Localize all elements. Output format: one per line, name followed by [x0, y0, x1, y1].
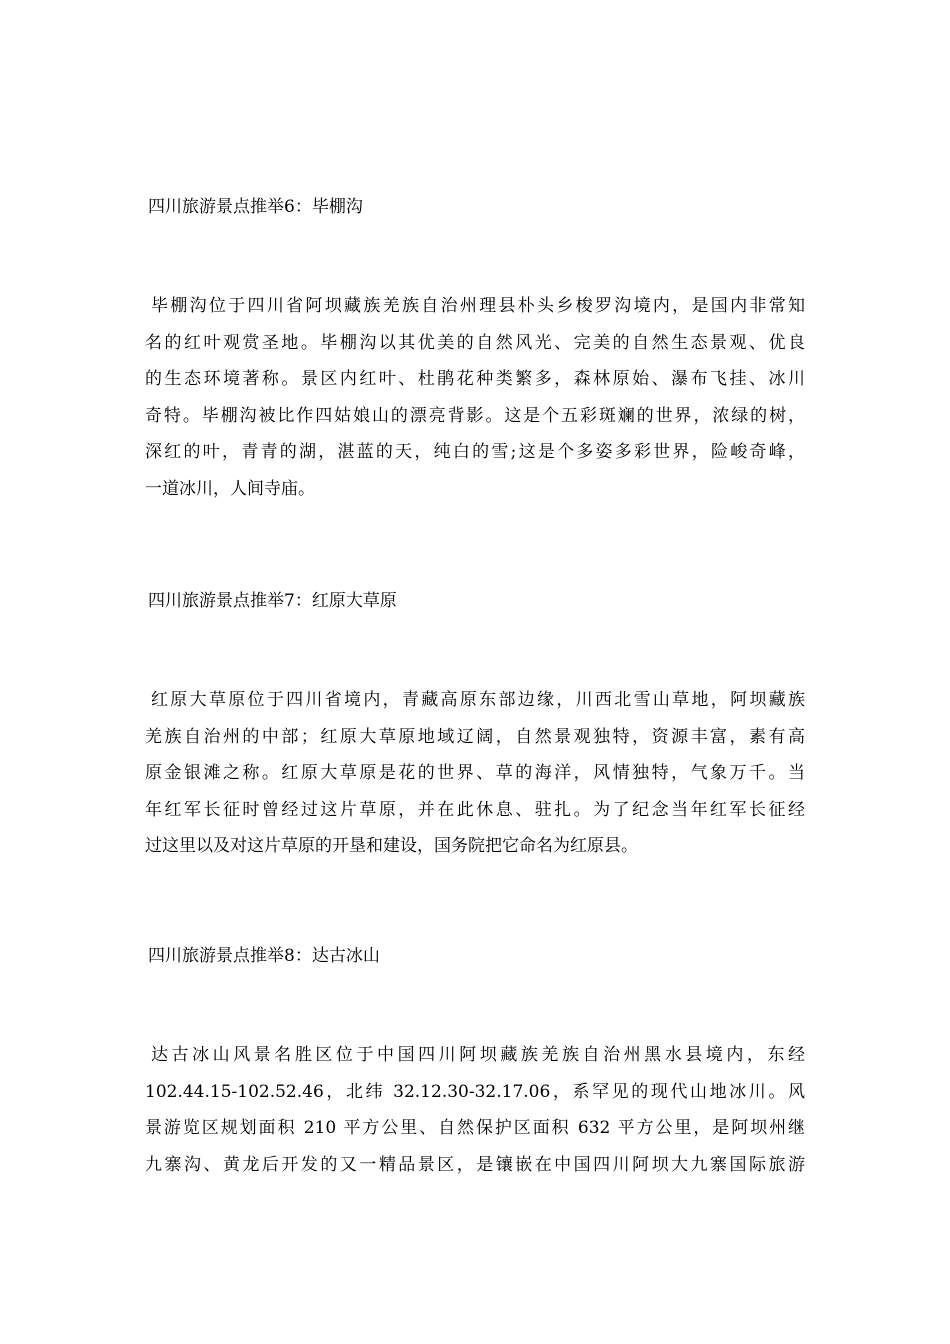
- section-paragraph-6: [145, 288, 805, 508]
- section-paragraph-8: [145, 1037, 805, 1183]
- paragraph-line: 原金银滩之称。红原大草原是花的世界、草的海洋，风情独特，气象万千。当: [145, 763, 805, 784]
- paragraph-line: 红原大草原位于四川省境内，青藏高原东部边缘，川西北雪山草地，阿坝藏族: [151, 690, 805, 710]
- section-paragraph-7: [145, 682, 805, 865]
- paragraph-line: 羌族自治州的中部；红原大草原地域辽阔，自然景观独特，资源丰富，素有高: [145, 726, 805, 747]
- paragraph-line: 九寨沟、黄龙后开发的又一精品景区，是镶嵌在中国四川阿坝大九寨国际旅游: [145, 1154, 805, 1175]
- paragraph-line: 的生态环境著称。景区内红叶、杜鹃花种类繁多，森林原始、瀑布飞挂、冰川: [145, 369, 805, 390]
- section-heading-6: 四川旅游景点推举6：毕棚沟: [148, 197, 363, 217]
- paragraph-line: 名的红叶观赏圣地。毕棚沟以其优美的自然风光、完美的自然生态景观、优良: [145, 332, 805, 353]
- paragraph-line: 深红的叶，青青的湖，湛蓝的天，纯白的雪;这是个多姿多彩世界，险峻奇峰，: [145, 442, 805, 463]
- paragraph-line: 102.44.15-102.52.46，北纬 32.12.30-32.17.06，系罕见的现代山地冰川。风: [145, 1081, 805, 1102]
- paragraph-line: 奇特。毕棚沟被比作四姑娘山的漂亮背影。这是个五彩斑斓的世界，浓绿的树，: [145, 405, 805, 426]
- section-heading-7: 四川旅游景点推举7：红原大草原: [148, 591, 397, 611]
- paragraph-line: 达古冰山风景名胜区位于中国四川阿坝藏族羌族自治州黑水县境内，东经: [151, 1045, 805, 1065]
- section-heading-8: 四川旅游景点推举8：达古冰山: [148, 946, 380, 966]
- paragraph-line: 毕棚沟位于四川省阿坝藏族羌族自治州理县朴头乡梭罗沟境内，是国内非常知: [151, 296, 805, 316]
- paragraph-line: 景游览区规划面积 210 平方公里、自然保护区面积 632 平方公里，是阿坝州继: [145, 1118, 805, 1139]
- paragraph-line: 年红军长征时曾经过这片草原，并在此休息、驻扎。为了纪念当年红军长征经: [145, 799, 805, 820]
- paragraph-line: 一道冰川，人间寺庙。: [145, 478, 315, 499]
- paragraph-line: 过这里以及对这片草原的开垦和建设，国务院把它命名为红原县。: [145, 836, 638, 857]
